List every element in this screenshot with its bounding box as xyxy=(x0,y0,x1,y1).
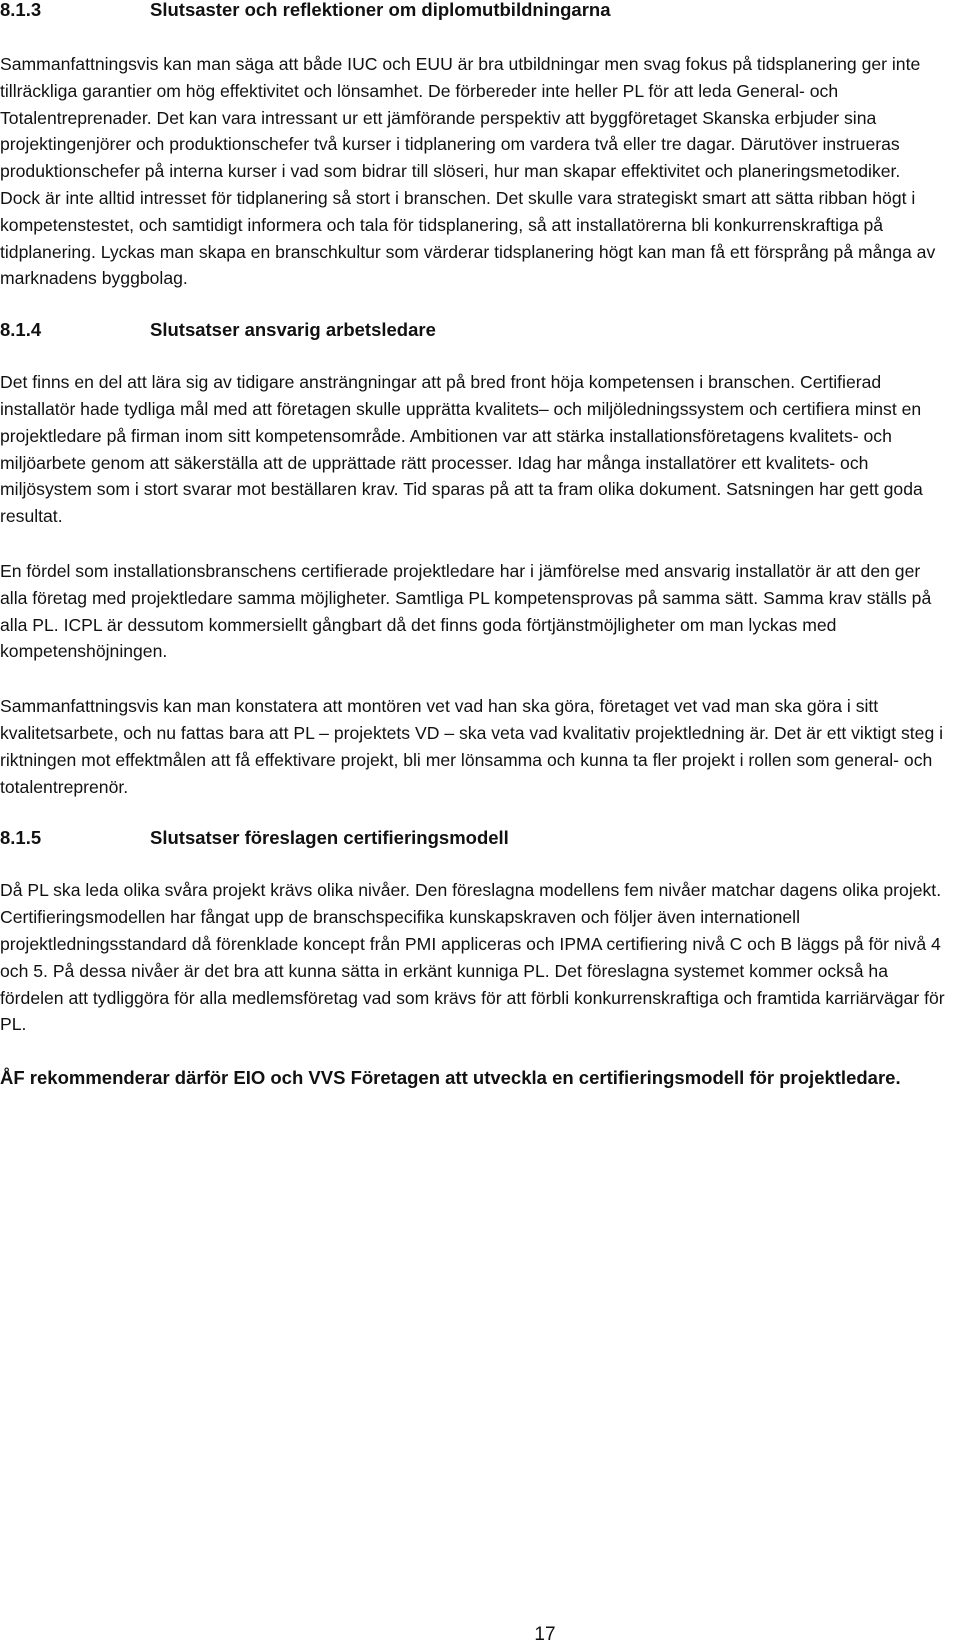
section-heading-8-1-3 xyxy=(0,0,945,23)
paragraph: Sammanfattningsvis kan man säga att både IUC och EUU är bra utbildningar men svag fokus på tidsplanering ger inte tillräckliga garantier om hög effektivitet och lönsamhet. De förbereder inte heller PL för att leda General- och Totalentreprenader. Det kan vara intressant ur ett jämförande perspektiv att byggföretaget Skanska erbjuder sina projektingenjörer och produktionschefer två kurser i tidplanering om vardera två eller tre dagar. Därutöver instrueras produktionschefer på interna kurser i vad som bidrar till slöseri, hur man skapar effektivitet och planeringsmetodiker. Dock är inte alltid intresset för tidplanering så stort i branschen. Det skulle vara strategiskt smart att sätta ribban högt i kompetenstestet, och samtidigt informera och tala för tidsplanering, så att installatörerna bli konkurrenskraftiga på tidplanering. Lyckas man skapa en branschkultur som värderar tidsplanering högt kan man få ett försprång på många av marknadens byggbolag. xyxy=(0,54,936,289)
section-title: Slutsatser föreslagen certifieringsmodell xyxy=(150,827,509,849)
recommendation-statement: ÅF rekommenderar därför EIO och VVS Företagen att utveckla en certifieringsmodell för projektledare. xyxy=(0,1067,901,1089)
section-heading-8-1-5 xyxy=(0,824,945,851)
section-number: 8.1.5 xyxy=(0,827,42,849)
page-number: 17 xyxy=(534,1624,556,1645)
section-title: Slutsatser ansvarig arbetsledare xyxy=(150,319,436,341)
paragraph: En fördel som installationsbranschens certifierade projektledare har i jämförelse med ansvarig installatör är att den ger alla företag med projektledare samma möjligheter. Samtliga PL kompetensprovas på samma sätt. Samma krav ställs på alla PL. ICPL är dessutom kommersiellt gångbart då det finns goda förtjänstmöjligheter om man lyckas med kompetenshöjningen. xyxy=(0,560,932,662)
section-title: Slutsaster och reflektioner om diplomutbildningarna xyxy=(150,0,611,20)
paragraph: Då PL ska leda olika svåra projekt krävs olika nivåer. Den föreslagna modellens fem nivåer matchar dagens olika projekt. Certifieringsmodellen har fångat upp de branschspecifika kunskapskraven och följer även internationell projektledningsstandard då förenklade koncept från PMI appliceras och IPMA certifiering nivå C och B läggs på för nivå 4 och 5. På dessa nivåer är det bra att kunna sätta in erkänt kunniga PL. Det föreslagna systemet kommer också ha fördelen att tydliggöra för alla medlemsföretag vad som krävs för att förbli konkurrenskraftiga och framtida karriärvägar för PL. xyxy=(0,880,945,1035)
section-number: 8.1.4 xyxy=(0,319,42,341)
paragraph: Sammanfattningsvis kan man konstatera att montören vet vad han ska göra, företaget vet vad man ska göra i sitt kvalitetsarbete, och nu fattas bara att PL – projektets VD – ska veta vad kvalitativ projektledning är. Det är ett viktigt steg i riktningen mot effektmålen att få effektivare projekt, bli mer lönsamma och kunna ta fler projekt i rollen som general- och totalentreprenör. xyxy=(0,696,944,797)
section-number: 8.1.3 xyxy=(0,0,42,20)
paragraph: Det finns en del att lära sig av tidigare ansträngningar att på bred front höja kompetensen i branschen. Certifierad installatör hade tydliga mål med att företagen skulle upprätta kvalitets– och miljöledningssystem och certifiera minst en projektledare på firman inom sitt kompetensområde. Ambitionen var att stärka installationsföretagens kvalitets- och miljöarbete genom att säkerställa att de upprättade rätt processer. Idag har många installatörer ett kvalitets- och miljösystem som i stort svarar mot beställaren krav. Tid sparas på att ta fram olika dokument. Satsningen har gett goda resultat. xyxy=(0,372,923,527)
section-heading-8-1-4 xyxy=(0,316,945,343)
